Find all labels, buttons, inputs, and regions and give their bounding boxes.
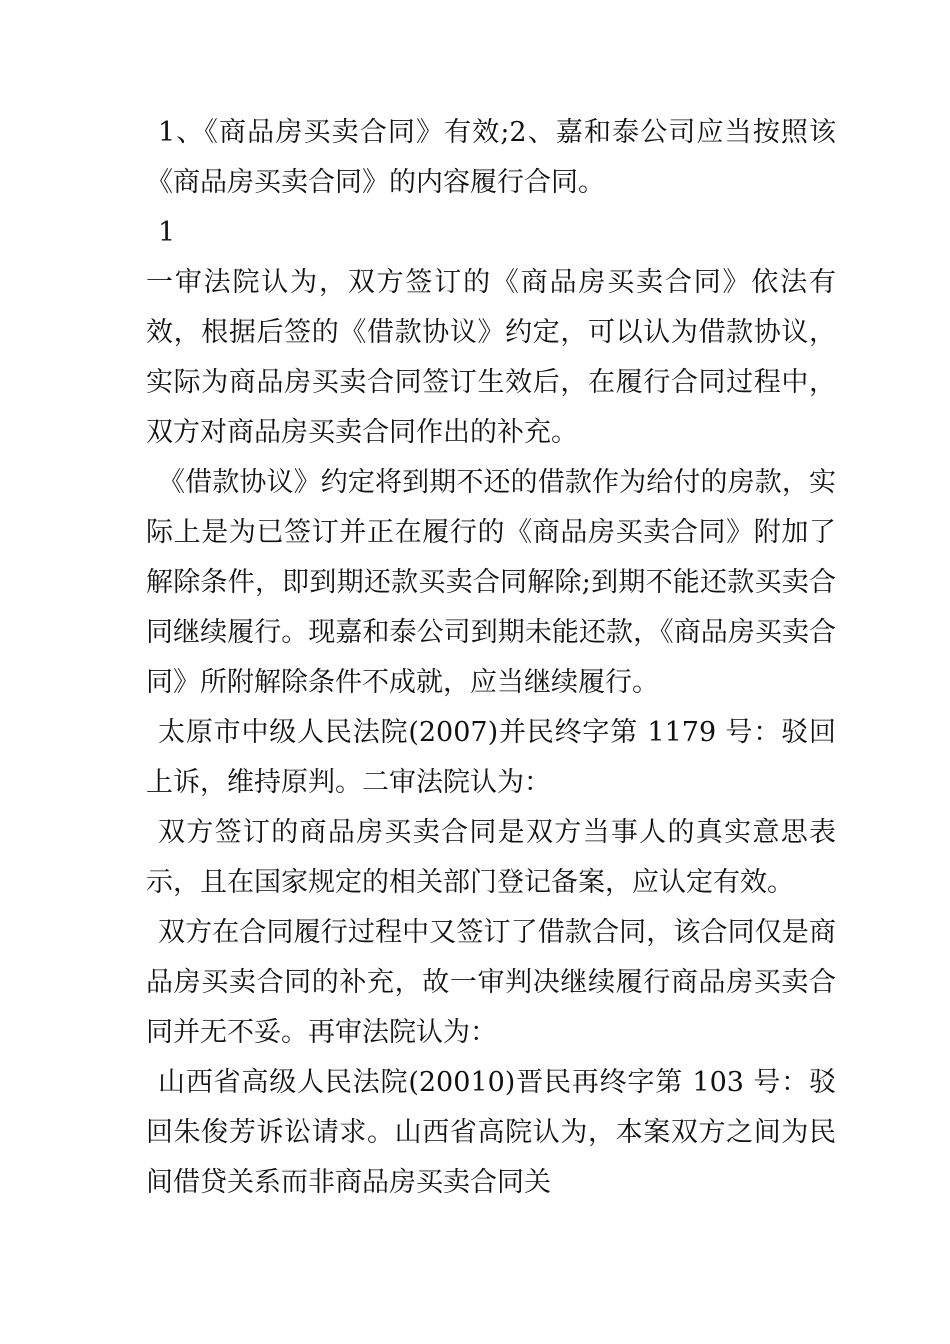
paragraph-shanxi-high-court: 山西省高级人民法院(20010)晋民再终字第 103 号：驳回朱俊芳诉讼请求。山西省高院认为，本案双方之间为民间借贷关系而非商品房买卖合同关: [146, 1067, 836, 1198]
paragraph-taiyuan-court: 太原市中级人民法院(2007)并民终字第 1179 号：驳回上诉，维持原判。二审法院认为：: [146, 717, 836, 798]
paragraph-loan-supplement: 双方在合同履行过程中又签订了借款合同，该合同仅是商品房买卖合同的补充，故一审判决继续履行商品房买卖合同并无不妥。再审法院认为：: [146, 917, 836, 1048]
paragraph-contract-valid: 双方签订的商品房买卖合同是双方当事人的真实意思表示，且在国家规定的相关部门登记备案，应认定有效。: [146, 817, 836, 898]
paragraph-loan-agreement: 《借款协议》约定将到期不还的借款作为给付的房款，实际上是为已签订并正在履行的《商品房买卖合同》附加了解除条件，即到期还款买卖合同解除;到期不能还款买卖合同继续履行。现嘉和泰公司到期未能还款，《商品房买卖合同》所附解除条件不成就，应当继续履行。: [146, 467, 836, 698]
paragraph-judgment-items: 1、《商品房买卖合同》有效;2、嘉和泰公司应当按照该《商品房买卖合同》的内容履行合同。: [146, 117, 836, 198]
paragraph-number: 1: [158, 217, 176, 248]
document-body: [146, 108, 836, 1208]
paragraph-first-instance-opinion: 一审法院认为，双方签订的《商品房买卖合同》依法有效，根据后签的《借款协议》约定，可以认为借款协议，实际为商品房买卖合同签订生效后，在履行合同过程中，双方对商品房买卖合同作出的补充。: [146, 267, 836, 448]
